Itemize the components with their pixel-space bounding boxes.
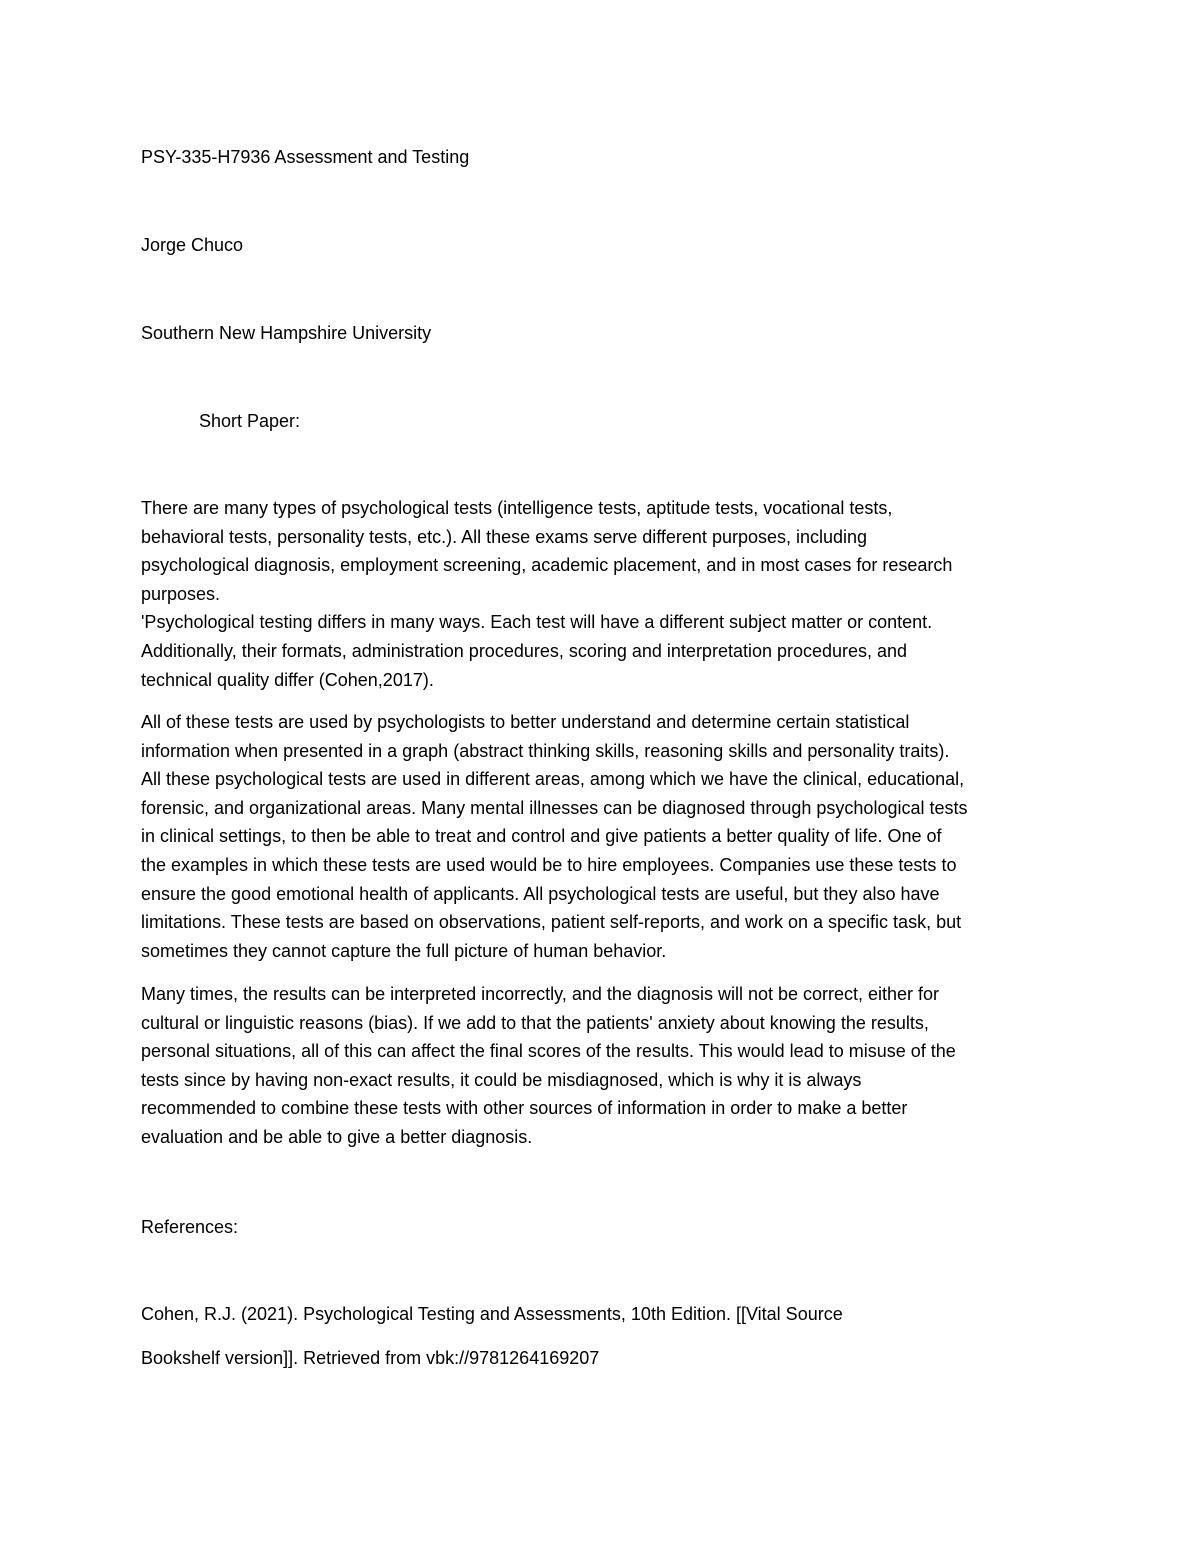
- paragraph-2-line: in clinical settings, to then be able to treat and control and give patients a better quality of life. One of: [141, 826, 942, 847]
- paragraph-2-line: forensic, and organizational areas. Many mental illnesses can be diagnosed through psychological tests: [141, 797, 968, 818]
- reference-entry-line-2: Bookshelf version]]. Retrieved from vbk://9781264169207: [141, 1348, 600, 1368]
- paragraph-2-line: information when presented in a graph (abstract thinking skills, reasoning skills and personality traits).: [141, 740, 950, 761]
- paragraph-1-line: behavioral tests, personality tests, etc.). All these exams serve different purposes, including: [141, 526, 868, 547]
- paragraph-2-line: All these psychological tests are used in different areas, among which we have the clinical, educational,: [141, 769, 965, 790]
- paragraph-2-line: the examples in which these tests are used would be to hire employees. Companies use these tests to: [141, 854, 957, 875]
- paragraph-1-line: technical quality differ (Cohen,2017).: [141, 669, 434, 690]
- paragraph-1-line: Additionally, their formats, administration procedures, scoring and interpretation procedures, and: [141, 640, 908, 661]
- paragraph-3-line: evaluation and be able to give a better diagnosis.: [141, 1126, 533, 1147]
- paragraph-1-line: 'Psychological testing differs in many ways. Each test will have a different subject matter or content.: [141, 612, 933, 633]
- paragraph-3-line: recommended to combine these tests with other sources of information in order to make a better: [141, 1098, 908, 1119]
- paragraph-2: [141, 708, 1071, 965]
- reference-entry-line-1: Cohen, R.J. (2021). Psychological Testing and Assessments, 10th Edition. [[Vital Source: [141, 1304, 843, 1324]
- paragraph-2-line: All of these tests are used by psychologists to better understand and determine certain statistical: [141, 712, 910, 732]
- paragraph-1-line: purposes.: [141, 583, 221, 604]
- paragraph-1: [141, 494, 1071, 694]
- paragraph-2-line: sometimes they cannot capture the full picture of human behavior.: [141, 940, 667, 961]
- course-title: PSY-335-H7936 Assessment and Testing: [141, 147, 470, 167]
- author-name: Jorge Chuco: [141, 235, 244, 255]
- paragraph-1-line: psychological diagnosis, employment screening, academic placement, and in most cases for research: [141, 555, 953, 576]
- paragraph-3: [141, 980, 1071, 1152]
- references-heading: References:: [141, 1217, 239, 1237]
- paper-label: Short Paper:: [199, 411, 301, 431]
- paragraph-3-line: Many times, the results can be interpreted incorrectly, and the diagnosis will not be correct, either for: [141, 984, 940, 1004]
- paragraph-3-line: tests since by having non-exact results, it could be misdiagnosed, which is why it is always: [141, 1069, 862, 1090]
- paragraph-3-line: personal situations, all of this can affect the final scores of the results. This would lead to misuse of the: [141, 1041, 956, 1062]
- paragraph-1-line: There are many types of psychological tests (intelligence tests, aptitude tests, vocational tests,: [141, 498, 893, 518]
- paragraph-2-line: limitations. These tests are based on observations, patient self-reports, and work on a specific task, but: [141, 912, 962, 933]
- paragraph-3-line: cultural or linguistic reasons (bias). If we add to that the patients' anxiety about knowing the results,: [141, 1012, 929, 1033]
- paragraph-2-line: ensure the good emotional health of applicants. All psychological tests are useful, but they also have: [141, 883, 940, 904]
- institution-name: Southern New Hampshire University: [141, 323, 432, 343]
